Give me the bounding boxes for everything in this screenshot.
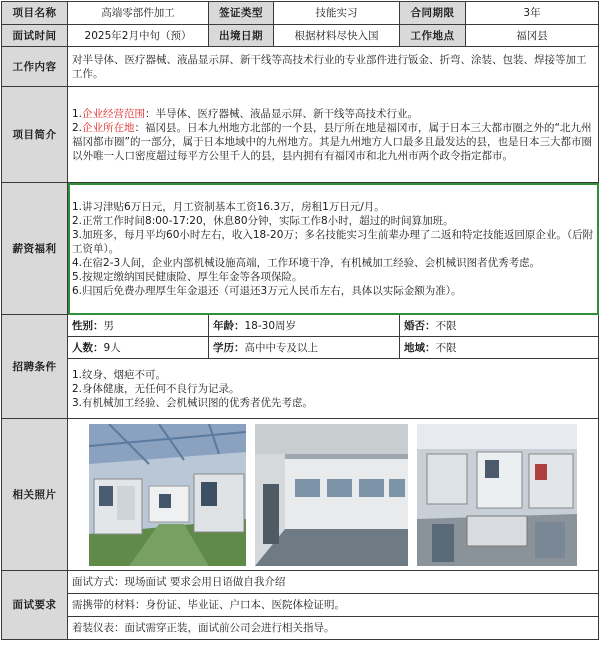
requirement-item: 3.有机械加工经验、会机械识图的优秀者优先考虑。 — [72, 396, 314, 409]
company-location-highlight: 企业所在地 — [82, 121, 135, 134]
interview-time-value: 2025年2月中旬（预） — [68, 25, 209, 47]
header-row-1 — [2, 2, 599, 25]
dress-code: 着装仪表：面试需穿正装，面试前公司会进行相关指导。 — [68, 617, 599, 640]
salary-content — [68, 183, 599, 315]
interview-row-1 — [2, 571, 599, 594]
interview-method: 面试方式：现场面试 要求会用日语做自我介绍 — [68, 571, 599, 594]
photos-cell — [68, 419, 599, 571]
headcount-value: 9人 — [103, 341, 121, 354]
job-info-table — [1, 1, 599, 640]
region-cell — [400, 337, 599, 359]
gender-value: 男 — [103, 319, 114, 332]
headcount-label: 人数： — [72, 341, 104, 354]
factory-photo-3 — [417, 424, 577, 566]
salary-item: 5.按规定缴纳国民健康险、厚生年金等各项保险。 — [72, 270, 303, 283]
gender-cell — [68, 315, 209, 337]
work-content-row — [2, 47, 599, 87]
factory-photo-2 — [255, 424, 408, 566]
gender-label: 性别： — [72, 319, 104, 332]
salary-item: 4.在宿2-3人间，企业内部机械设施高端，工作环境干净，有机械加工经验、会机械识图者优秀考虑。 — [72, 256, 541, 269]
interview-row-3 — [2, 617, 599, 640]
work-location-value: 福冈县 — [466, 25, 599, 47]
visa-type-label: 签证类型 — [209, 2, 274, 25]
departure-date-label: 出境日期 — [209, 25, 274, 47]
education-cell — [209, 337, 400, 359]
salary-item: 1.讲习津贴6万日元，月工资制基本工资16.3万，房租1万日元/月。 — [72, 200, 385, 213]
region-value: 不限 — [435, 341, 457, 354]
salary-item: 6.归国后免费办理厚生年金退还（可退还3万元人民币左右，具体以实际金额为准）。 — [72, 284, 462, 297]
age-label: 年龄： — [213, 319, 245, 332]
recruit-row-3 — [2, 359, 599, 419]
recruit-row-1 — [2, 315, 599, 337]
headcount-cell — [68, 337, 209, 359]
requirement-item: 2.身体健康，无任何不良行为记录。 — [72, 382, 240, 395]
photos-label: 相关照片 — [2, 419, 68, 571]
photos-row — [2, 419, 599, 571]
factory-photo-1 — [89, 424, 246, 566]
project-intro-content — [68, 87, 599, 183]
project-name-label: 项目名称 — [2, 2, 68, 25]
salary-row — [2, 183, 599, 315]
marital-label: 婚否： — [404, 319, 436, 332]
salary-item: 3.加班多，每月平均60小时左右，收入18-20万；多名技能实习生前辈办理了二返和特定技能返回原企业。（后附工资单）。 — [72, 228, 594, 255]
salary-item: 2.正常工作时间8:00-17:20，休息80分钟，实际工作8小时，超过的时间算加班。 — [72, 214, 454, 227]
intro-item-1-number: 1. — [72, 107, 83, 120]
intro-item-1 — [72, 107, 594, 121]
education-label: 学历： — [213, 341, 245, 354]
contract-term-label: 合同期限 — [400, 2, 466, 25]
contract-term-value: 3年 — [466, 2, 599, 25]
work-content-label: 工作内容 — [2, 47, 68, 87]
intro-item-1-text: ：半导体、医疗器械、液晶显示屏、新干线等高技术行业。 — [145, 107, 419, 120]
job-info-sheet — [1, 1, 598, 653]
work-location-label: 工作地点 — [400, 25, 466, 47]
interview-time-label: 面试时间 — [2, 25, 68, 47]
work-content-text: 对半导体、医疗器械、液晶显示屏、新干线等高技术行业的专业部件进行钣金、折弯、涂装、包装、焊接等加工工作。 — [68, 47, 599, 87]
business-scope-highlight: 企业经营范围 — [82, 107, 146, 120]
education-value: 高中中专及以上 — [244, 341, 318, 354]
age-cell — [209, 315, 400, 337]
project-intro-row — [2, 87, 599, 183]
intro-item-2-number: 2. — [72, 121, 83, 134]
project-intro-label: 项目简介 — [2, 87, 68, 183]
interview-row-2 — [2, 594, 599, 617]
project-name-value: 高端零部件加工 — [68, 2, 209, 25]
age-value: 18-30周岁 — [244, 319, 297, 332]
departure-date-value: 根据材料尽快入国 — [274, 25, 400, 47]
marital-cell — [400, 315, 599, 337]
visa-type-value: 技能实习 — [274, 2, 400, 25]
region-label: 地域： — [404, 341, 436, 354]
marital-value: 不限 — [435, 319, 457, 332]
salary-label: 薪资福利 — [2, 183, 68, 315]
recruit-requirements — [68, 359, 599, 419]
required-materials: 需携带的材料：身份证、毕业证、户口本、医院体检证明。 — [68, 594, 599, 617]
requirement-item: 1.纹身、烟疤不可。 — [72, 368, 167, 381]
recruit-row-2 — [2, 337, 599, 359]
recruit-label: 招聘条件 — [2, 315, 68, 419]
interview-label: 面试要求 — [2, 571, 68, 640]
header-row-2 — [2, 25, 599, 47]
intro-item-2-text: ：福冈县。日本九州地方北部的一个县，县厅所在地是福冈市，属于日本三大都市圈之外的“北九州福冈都市圈”的一部分，属于日本地域中的九州地方。其是九州地方人口最多且最发达的县，也是日本三大都市圈以外唯一人口密度超过每平方公里千人的县，县内拥有有福冈市和北九州市两个政令指定都市。 — [72, 121, 592, 162]
intro-item-2 — [72, 121, 594, 163]
